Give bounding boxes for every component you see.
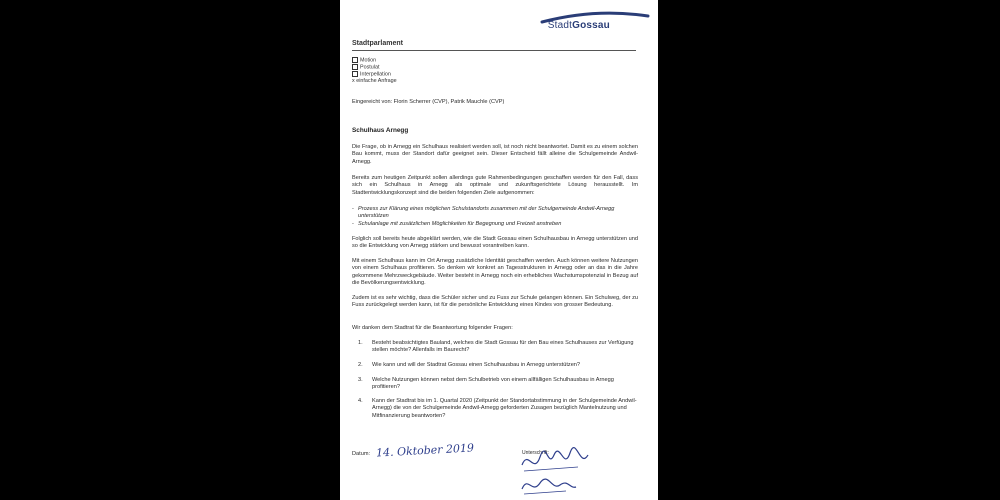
checkbox-icon	[352, 64, 358, 70]
bullet-1: Prozess zur Klärung eines möglichen Schulstandorts zusammen mit der Schulgemeinde Andwil-Arnegg unterstützen	[358, 206, 615, 220]
paragraph-2: Bereits zum heutigen Zeitpunkt sollen allerdings gute Rahmenbedingungen geschaffen werden für den Fall, dass sich ein Schulhaus in Arnegg als optimale und zukunftsgerichtete Lösung herausstellt. Im Stadtentwicklungskonzept sind die beiden folgenden Ziele aufgenommen:	[352, 175, 638, 196]
bullet-dash-1: -	[352, 206, 354, 212]
paragraph-6: Wir danken dem Stadtrat für die Beantwortung folgender Fragen:	[352, 325, 513, 331]
submitted-by: Eingereicht von: Florin Scherrer (CVP), Patrik Mauchle (CVP)	[352, 99, 505, 105]
checkbox-icon	[352, 57, 358, 63]
bullet-dash-2: -	[352, 221, 354, 227]
signature-icon	[518, 445, 598, 497]
date-label: Datum:	[352, 451, 371, 457]
question-number: 4.	[358, 398, 363, 404]
type-interpellation: Interpellation	[352, 71, 391, 77]
document-header: Stadtparlament	[352, 40, 403, 47]
paragraph-1: Die Frage, ob in Arnegg ein Schulhaus realisiert werden soll, ist noch nicht beantwortet. Damit es zu einem solchen Bau kommt, muss der Standort dafür geeignet sein. Dieser Entscheid fällt alleine die Schulgemeinde Andwil-Arnegg.	[352, 144, 638, 165]
check-mark: x	[352, 78, 355, 84]
question-2: Wie kann und will der Stadtrat Gossau einen Schulhausbau in Arnegg unterstützen?	[372, 362, 581, 368]
question-number: 2.	[358, 362, 363, 368]
document-page	[340, 0, 658, 500]
question-1: Besteht beabsichtigtes Bauland, welches die Stadt Gossau für den Bau eines Schulhauses zur Verfügung stellen möchte? Allenfalls im Baurecht?	[372, 340, 634, 354]
paragraph-4: Mit einem Schulhaus kann im Ort Arnegg zusätzliche Identität geschaffen werden. Auch können weitere Nutzungen von einem Schulhaus profitieren. So denken wir konkret an Tagesstrukturen in Arnegg oder an das in die Jahre gekommene Mehrzweckgebäude. Weiter besteht in Arnegg noch ein erhebliches Wachstumspotenzial in Bezug auf die Bevölkerungsentwicklung.	[352, 258, 638, 287]
header-divider	[352, 50, 636, 51]
document-subject: Schulhaus Arnegg	[352, 127, 409, 134]
signature-label: Unterschrift:	[522, 450, 549, 456]
type-postulat: Postulat	[352, 64, 379, 70]
checkbox-icon	[352, 71, 358, 77]
question-number: 1.	[358, 340, 363, 346]
type-motion: Motion	[352, 57, 376, 63]
question-3: Welche Nutzungen können nebst dem Schulbetrieb von einem allfälligen Schulhausbau in Arnegg profitieren?	[372, 377, 614, 391]
date-handwritten: 14. Oktober 2019	[375, 441, 475, 460]
logo-text-light: Stadt	[547, 20, 573, 31]
question-number: 3.	[358, 377, 363, 383]
logo-text-bold: Gossau	[572, 20, 610, 31]
paragraph-5: Zudem ist es sehr wichtig, dass die Schüler sicher und zu Fuss zur Schule gelangen können. Ein Schulweg, der zu Fuss zurückgelegt werden kann, ist für die persönliche Entwicklung eines Kindes von grosser Bedeutung.	[352, 295, 638, 309]
bullet-2: Schulanlage mit zusätzlichen Möglichkeiten für Begegnung und Freizeit anstreben	[358, 221, 562, 227]
logo	[548, 20, 610, 31]
type-einfache-anfrage: x einfache Anfrage	[352, 78, 397, 84]
paragraph-3: Folglich soll bereits heute abgeklärt werden, wie die Stadt Gossau einen Schulhausbau in Arnegg unterstützen und so die Entwicklung von Arnegg stärken und bewusst vorantreiben kann.	[352, 236, 638, 250]
question-4: Kann der Stadtrat bis im 1. Quartal 2020 (Zeitpunkt der Standortabstimmung in der Schulgemeinde Andwil-Arnegg) die von der Schulgemeinde Andwil-Arnegg geforderten Zusagen bezüglich Mantelnutzung und Mitfinanzierung beantworten?	[372, 398, 637, 419]
